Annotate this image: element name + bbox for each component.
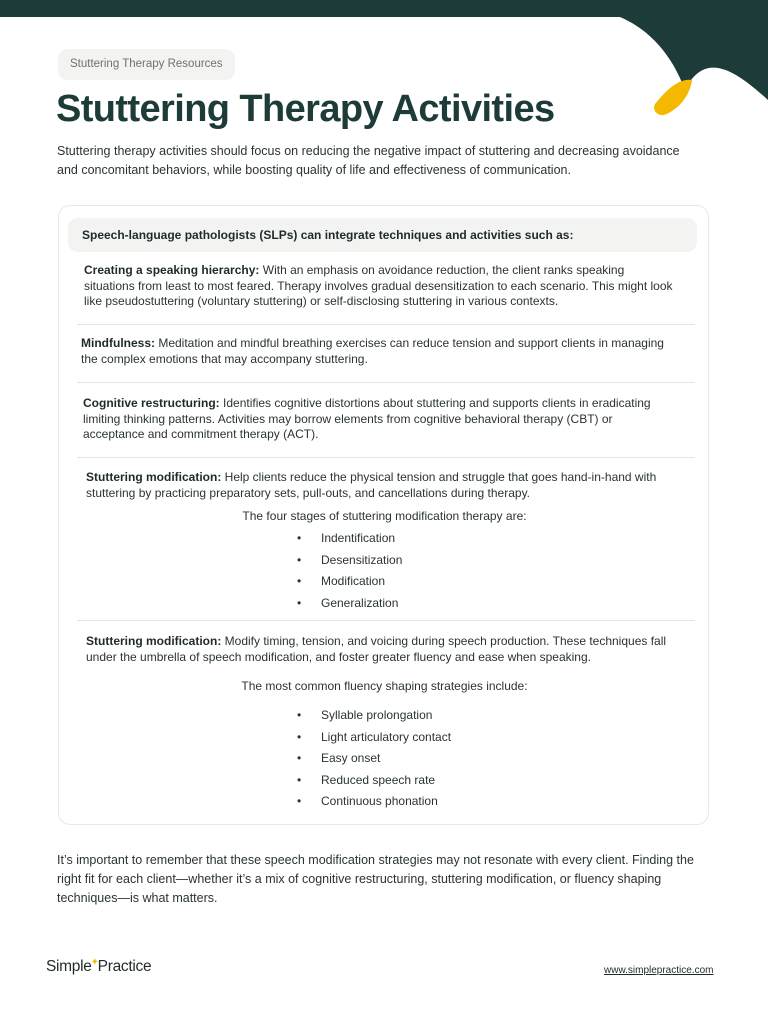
- divider: [77, 382, 695, 383]
- strategies-list: [297, 708, 451, 816]
- intro-paragraph: Stuttering therapy activities should focus on reducing the negative impact of stuttering and decreasing avoidance and concomitant behaviors, while boosting quality of life and effectiveness of communication.: [57, 144, 680, 177]
- section-text: With an emphasis on avoidance reduction, the client ranks speaking situations from least to most feared. Therapy involves gradual desensitization to each scenario. This might look like pseudostuttering (voluntary stuttering) or self-disclosing stuttering in various contexts.: [84, 263, 673, 308]
- divider: [77, 457, 695, 458]
- section-term: Mindfulness:: [81, 336, 155, 350]
- bullet-icon: •: [297, 595, 302, 610]
- list-item: • Indentification: [297, 531, 396, 545]
- simplepractice-logo[interactable]: Simple✦Practice: [46, 957, 152, 975]
- divider: [77, 620, 695, 621]
- page-title: Stuttering Therapy Activities: [56, 88, 555, 130]
- list-item: • Syllable prolongation: [297, 708, 433, 722]
- section-text: Meditation and mindful breathing exercises can reduce tension and support clients in managing the complex emotions that may accompany stuttering.: [81, 336, 664, 366]
- section-speaking-hierarchy: [84, 263, 674, 310]
- activities-card: [58, 205, 709, 825]
- bullet-icon: •: [297, 772, 302, 787]
- section-text: Modify timing, tension, and voicing during speech production. These techniques fall under the umbrella of speech modification, and foster greater fluency and ease when speaking.: [86, 634, 667, 664]
- bullet-icon: •: [297, 574, 302, 588]
- section-text: Help clients reduce the physical tension and struggle that goes hand-in-hand with stuttering by practicing preparatory sets, pull-outs, and cancellations during therapy.: [86, 470, 657, 500]
- list-item: • Light articulatory contact: [297, 729, 452, 744]
- bullet-icon: •: [297, 552, 302, 567]
- website-link[interactable]: www.simplepractice.com: [604, 965, 714, 976]
- list-item: • Easy onset: [297, 751, 381, 765]
- list-item: • Desensitization: [297, 552, 403, 567]
- section-fluency-shaping: [86, 634, 676, 665]
- section-text: Identifies cognitive distortions about stuttering and supports clients in eradicating limiting thinking patterns. Activities may borrow elements from cognitive behavioral therapy (CBT) or acceptance and commitment therapy (ACT).: [83, 396, 651, 441]
- logo-spark-icon: ✦: [90, 957, 99, 968]
- strategies-intro: The most common fluency shaping strategies include:: [241, 679, 528, 693]
- stages-intro: The four stages of stuttering modification therapy are:: [242, 509, 527, 523]
- divider: [77, 324, 695, 325]
- list-item: • Generalization: [297, 595, 399, 610]
- list-item: • Modification: [297, 574, 386, 588]
- bullet-icon: •: [297, 708, 302, 722]
- section-term: Creating a speaking hierarchy:: [84, 263, 260, 277]
- section-term: Stuttering modification:: [86, 470, 222, 484]
- section-stuttering-modification: [86, 470, 676, 501]
- bullet-icon: •: [297, 729, 302, 744]
- section-term: Cognitive restructuring:: [83, 396, 220, 410]
- petal-logo-icon: [654, 80, 692, 115]
- bullet-icon: •: [297, 751, 302, 765]
- closing-paragraph: It’s important to remember that these speech modification strategies may not resonate with every client. Finding the right fit for each client—whether it’s a mix of cognitive restructuring, stuttering modification, or fluency shaping techniques—is what matters.: [57, 853, 694, 905]
- list-item: • Continuous phonation: [297, 794, 438, 808]
- card-heading: Speech-language pathologists (SLPs) can integrate techniques and activities such as:: [68, 218, 697, 252]
- category-pill[interactable]: Stuttering Therapy Resources: [58, 49, 235, 80]
- bullet-icon: •: [297, 531, 302, 545]
- list-item: • Reduced speech rate: [297, 772, 436, 787]
- section-mindfulness: [81, 336, 671, 367]
- section-cognitive-restructuring: [83, 396, 673, 443]
- stages-list: [297, 531, 402, 617]
- section-term: Stuttering modification:: [86, 634, 222, 648]
- bullet-icon: •: [297, 794, 302, 808]
